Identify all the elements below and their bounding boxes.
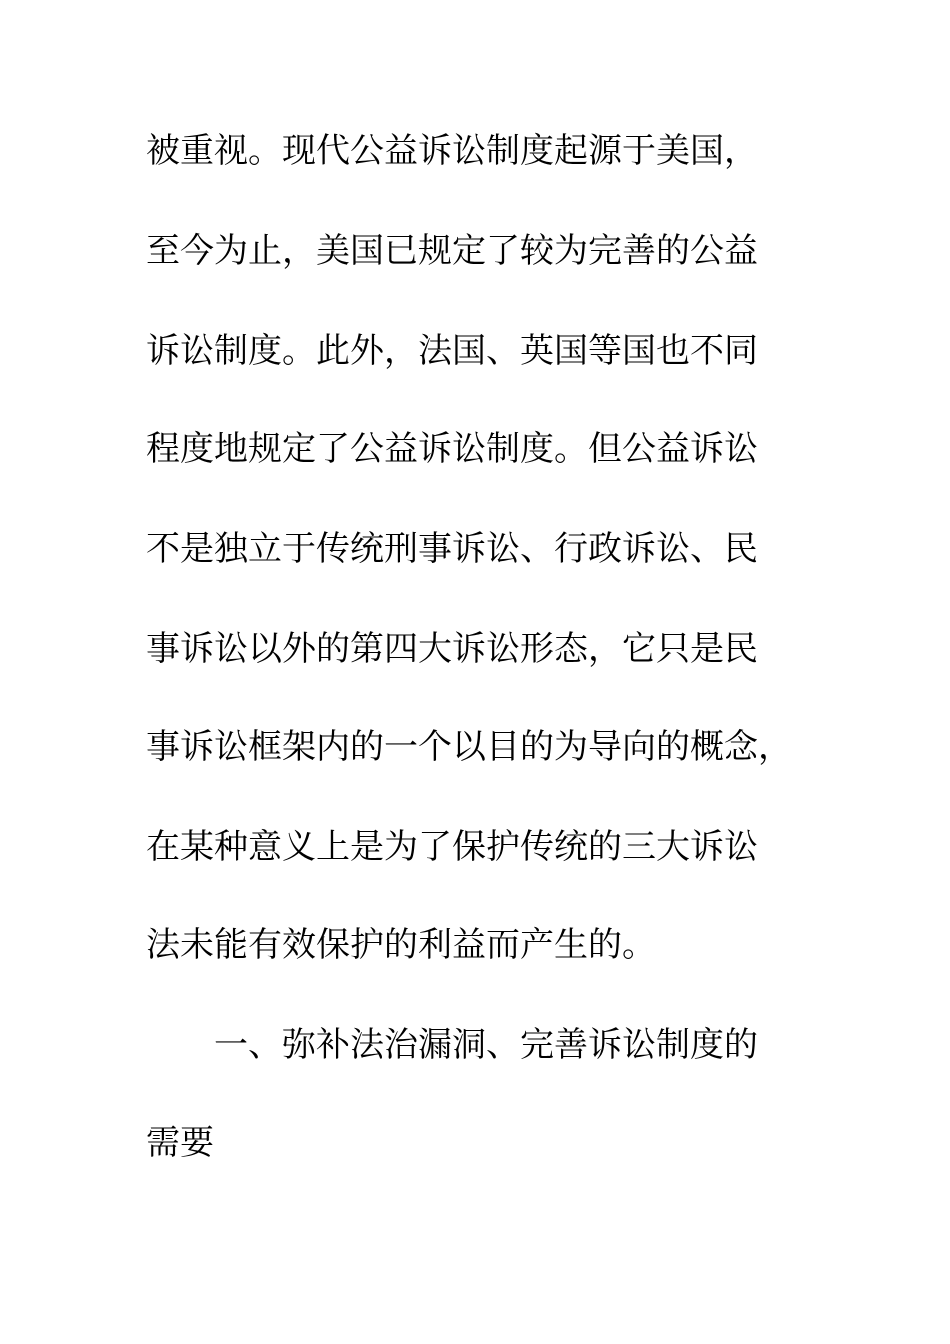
heading-line: 一、弥补法治漏洞、完善诉讼制度的 — [214, 1025, 758, 1065]
paragraph-line: 在某种意义上是为了保护传统的三大诉讼 — [146, 827, 758, 867]
paragraph-line: 程度地规定了公益诉讼制度。但公益诉讼 — [146, 429, 758, 469]
paragraph-line: 不是独立于传统刑事诉讼、行政诉讼、民 — [146, 529, 758, 569]
paragraph-line: 事诉讼框架内的一个以目的为导向的概念， — [146, 727, 792, 767]
paragraph-line: 法未能有效保护的利益而产生的。 — [146, 925, 656, 965]
paragraph-line: 至今为止，美国已规定了较为完善的公益 — [146, 231, 758, 271]
paragraph-line: 被重视。现代公益诉讼制度起源于美国， — [146, 131, 758, 171]
paragraph-line: 诉讼制度。此外，法国、英国等国也不同 — [146, 331, 758, 371]
paragraph-line: 事诉讼以外的第四大诉讼形态，它只是民 — [146, 629, 758, 669]
heading-line: 需要 — [146, 1123, 214, 1163]
